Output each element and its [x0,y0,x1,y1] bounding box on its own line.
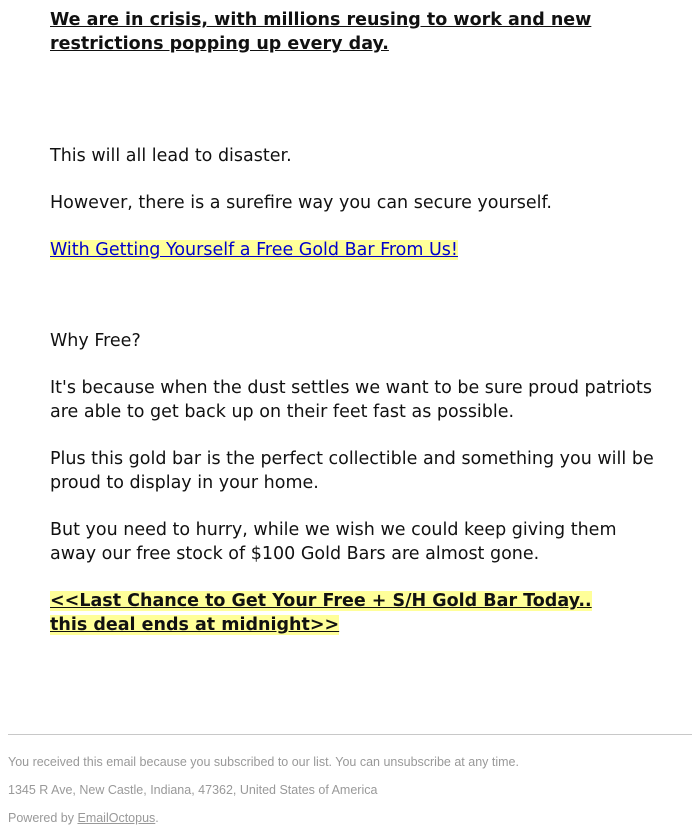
collectible-paragraph: Plus this gold bar is the perfect collectible and something you will be proud to display in your home. [50,449,654,493]
hurry-paragraph: But you need to hurry, while we wish we could keep giving them away our free stock of $100 Gold Bars are almost gone. [50,520,617,564]
subscription-notice: You received this email because you subscribed to our list. You can unsubscribe at any time. [8,755,519,769]
email-body [50,8,660,637]
cta-paragraph [50,589,660,637]
powered-by-suffix: . [155,811,159,825]
free-gold-bar-link[interactable]: With Getting Yourself a Free Gold Bar From Us! [50,240,458,260]
secure-text: However, there is a surefire way you can secure yourself. [50,193,552,213]
disaster-text: This will all lead to disaster. [50,146,292,166]
footer-divider [8,734,692,735]
powered-by-line [8,810,692,826]
powered-by-prefix: Powered by [8,811,78,825]
deal-ends-cta-link[interactable]: this deal ends at midnight>> [50,615,340,635]
email-headline: We are in crisis, with millions reusing to work and new restrictions popping up every day. [50,10,592,54]
last-chance-cta-link[interactable]: <<Last Chance to Get Your Free + S/H Gold Bar Today.. [50,591,592,611]
emailoctopus-link[interactable]: EmailOctopus [77,811,156,825]
dust-settles-paragraph: It's because when the dust settles we want to be sure proud patriots are able to get back up on their feet fast as possible. [50,378,652,422]
free-gold-link-paragraph [50,238,660,262]
footer-address: 1345 R Ave, New Castle, Indiana, 47362, United States of America [8,783,378,797]
why-free-text: Why Free? [50,331,141,351]
